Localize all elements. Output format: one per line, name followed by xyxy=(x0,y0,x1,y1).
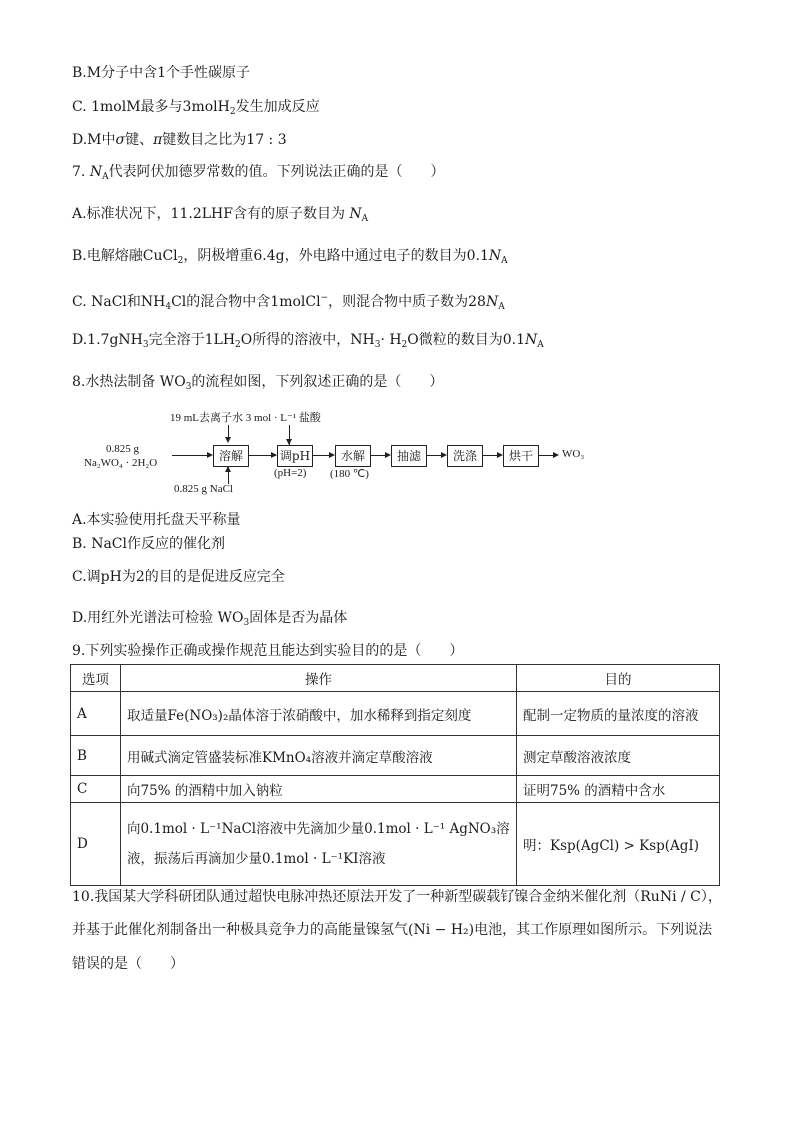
flow-input-formula: Na₂WO₄ · 2H₂O xyxy=(84,457,158,469)
flow-input-mass: 0.825 g xyxy=(106,443,139,455)
step-suction-filter: 抽滤 xyxy=(391,445,427,467)
cell-purpose: 证明75% 的酒精中含水 xyxy=(517,776,720,803)
q7-option-d: D.1.7gNH$_3$完全溶于$1LH_2O$所得的溶液中，$NH_3\cdot H_2O$微粒的数目为$0.1N_A$ xyxy=(72,332,544,350)
cell-operation-line-2: 液，振荡后再滴加少量0.1mol · L⁻¹KI溶液 xyxy=(127,851,386,867)
process-flowchart xyxy=(72,405,592,500)
cell-purpose: 明：Ksp(AgCl) > Ksp(AgI) xyxy=(517,803,720,886)
header-option: 选项 xyxy=(71,665,121,692)
q8-stem: 8.水热法制备 $WO_3$的流程如图，下列叙述正确的是（ ） xyxy=(72,374,444,392)
step-hydrolysis: 水解 xyxy=(335,445,371,467)
flow-bottom-nacl: 0.825 g NaCl xyxy=(174,483,233,495)
table-row xyxy=(71,736,720,776)
cell-option: A xyxy=(71,692,121,736)
cell-operation: 用碱式滴定管盛装标准KMnO₄溶液并滴定草酸溶液 xyxy=(121,736,517,776)
arrow-input xyxy=(172,455,208,456)
q9-stem: 9.下列实验操作正确或操作规范且能达到实验目的的是（ ） xyxy=(72,643,464,659)
cell-option: B xyxy=(71,736,121,776)
q8-option-b: B. NaCl作反应的催化剂 xyxy=(72,536,225,552)
q8-option-c: C.调pH为2的目的是促进反应完全 xyxy=(72,569,285,585)
cell-purpose: 测定草酸溶液浓度 xyxy=(517,736,720,776)
temp-note: (180 ℃) xyxy=(330,468,369,480)
header-purpose: 目的 xyxy=(517,665,720,692)
flow-top-reagents: 19 mL去离子水 3 mol · L⁻¹ 盐酸 xyxy=(170,412,321,424)
table-header-row xyxy=(71,665,720,692)
table-row xyxy=(71,692,720,736)
step-dry: 烘干 xyxy=(503,445,539,467)
q7-stem: 7. $N_A$代表阿伏加德罗常数的值。下列说法正确的是（ ） xyxy=(72,164,445,182)
cell-operation: 向75% 的酒精中加入钠粒 xyxy=(121,776,517,803)
q6-option-c: C. 1molM最多与3molH$_2$发生加成反应 xyxy=(72,99,320,117)
q8-option-d: D.用红外光谱法可检验 $WO_3$固体是否为晶体 xyxy=(72,610,348,628)
q7-option-c: C. NaCl和$NH_4Cl$的混合物中含1molCl−，则混合物中质子数为$28N_A$ xyxy=(72,293,505,312)
arrow-water-head xyxy=(225,437,231,443)
flow-product: WO₃ xyxy=(562,448,585,460)
table-row xyxy=(71,803,720,886)
table-row xyxy=(71,776,720,803)
cell-operation xyxy=(121,803,517,886)
cell-purpose: 配制一定物质的量浓度的溶液 xyxy=(517,692,720,736)
step-dissolve: 溶解 xyxy=(213,445,249,467)
step-adjust-ph: 调pH xyxy=(277,445,313,467)
cell-option: D xyxy=(71,803,121,886)
q10-stem-line-3: 错误的是（ ） xyxy=(72,956,184,972)
q6-option-b: B.M分子中含1个手性碳原子 xyxy=(72,65,250,81)
ph-note: (pH=2) xyxy=(274,467,307,479)
cell-option: C xyxy=(71,776,121,803)
header-operation: 操作 xyxy=(121,665,517,692)
q7-option-b: B.电解熔融CuCl$_2$，阴极增重6.4g，外电路中通过电子的数目为$0.1N_A$ xyxy=(72,248,508,266)
cell-operation: 取适量Fe(NO₃)₂晶体溶于浓硝酸中，加水稀释到指定刻度 xyxy=(121,692,517,736)
cell-operation-line-1: 向0.1mol · L⁻¹NaCl溶液中先滴加少量0.1mol · L⁻¹ AgNO₃溶 xyxy=(127,821,510,837)
q6-option-d: D.M中σ键、π键数目之比为17 : 3 xyxy=(72,132,287,148)
q10-stem-line-1: 10.我国某大学科研团队通过超快电脉冲热还原法开发了一种新型碳载钌镍合金纳米催化剂（RuNi / C）， xyxy=(72,889,722,905)
q8-option-a: A.本实验使用托盘天平称量 xyxy=(72,512,241,528)
q9-table xyxy=(70,664,720,886)
q10-stem-line-2: 并基于此催化剂制备出一种极具竞争力的高能量镍氢气(Ni − H₂)电池，其工作原理如图所示。下列说法 xyxy=(72,922,713,938)
q7-option-a: A.标准状况下，11.2LHF含有的原子数目为 $N_A$ xyxy=(72,206,369,224)
step-wash: 洗涤 xyxy=(447,445,483,467)
